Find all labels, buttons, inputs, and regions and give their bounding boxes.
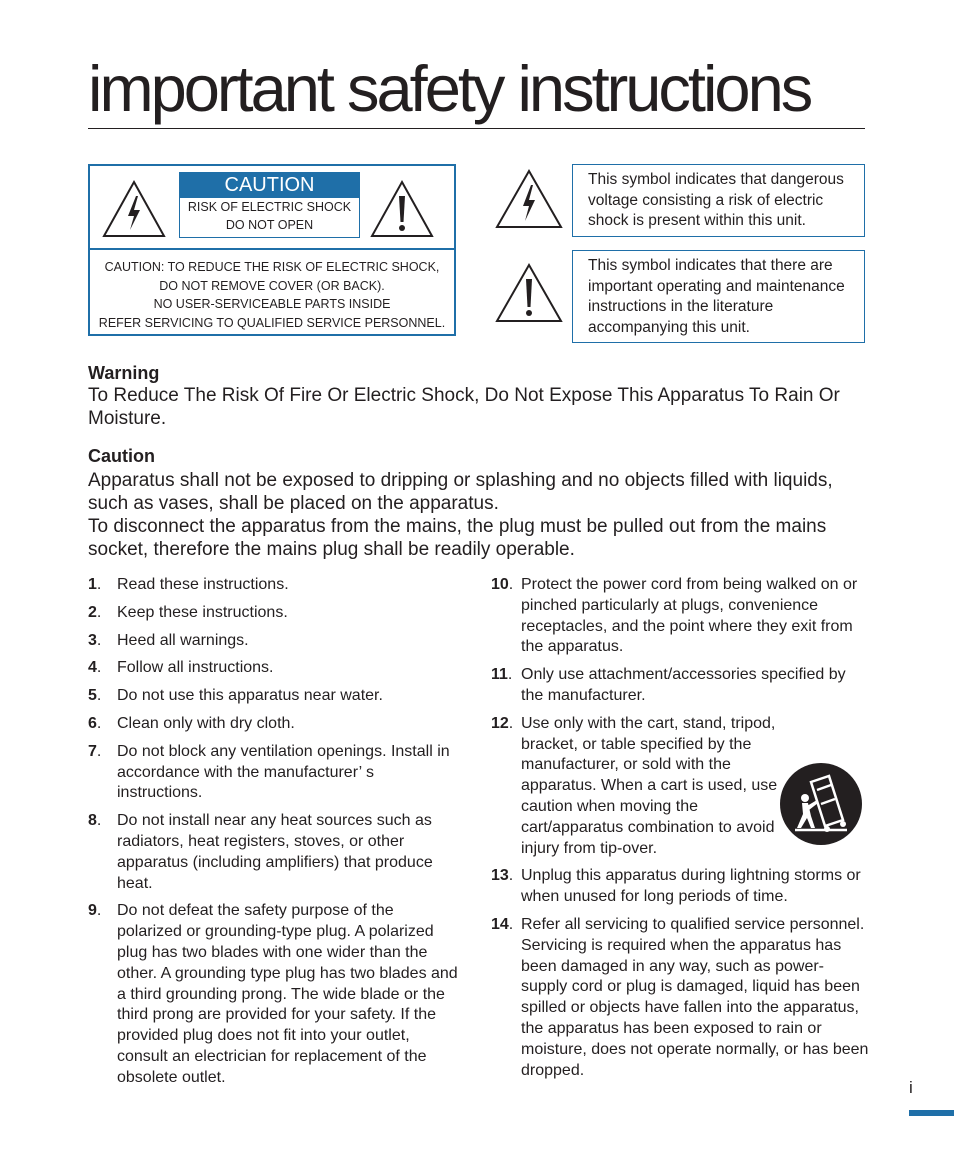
- item-number: 4: [88, 659, 97, 677]
- caution-body: To disconnect the apparatus from the mains, the plug must be pulled out from the mains socket, therefore the mains plug shall be readily operable.: [88, 516, 827, 560]
- item-number: 6: [88, 714, 97, 732]
- page-accent-bar: [909, 1110, 954, 1116]
- item-number: 1: [88, 576, 97, 593]
- warning-heading: Warning: [88, 363, 160, 383]
- item-number: 10: [491, 576, 509, 593]
- item-number: 12: [491, 714, 509, 732]
- list-item: 11. Only use attachment/accessories specified by the manufacturer.: [491, 665, 869, 707]
- symbol-explanation: This symbol indicates that dangerous voltage consisting a risk of electric shock is present within this unit.: [572, 164, 865, 237]
- caution-heading: Caution: [88, 446, 155, 466]
- item-number: 13: [491, 867, 509, 885]
- item-number: 14: [491, 915, 509, 933]
- item-text: Clean only with dry cloth.: [117, 714, 295, 732]
- exclamation-triangle-icon: [368, 178, 436, 240]
- list-item: 5. Do not use this apparatus near water.: [88, 686, 468, 707]
- item-text: Do not block any ventilation openings. Install in accordance with the manufacturer’ s instructions.: [117, 742, 450, 802]
- item-text: Protect the power cord from being walked on or pinched particularly at plugs, convenience receptacles, and the point where they exit from the apparatus.: [521, 576, 858, 656]
- caution-label: [179, 172, 360, 238]
- list-item: 2. Keep these instructions.: [88, 603, 468, 624]
- item-text: Do not install near any heat sources such as radiators, heat registers, stoves, or other apparatus (including amplifiers) that produce heat.: [117, 812, 433, 892]
- lightning-triangle-icon: [494, 168, 564, 230]
- panel-warning-line: NO USER-SERVICEABLE PARTS INSIDE: [153, 297, 391, 311]
- cart-tip-over-warning-icon: [777, 760, 865, 848]
- list-item: 6. Clean only with dry cloth.: [88, 714, 468, 735]
- list-item: 1. Read these instructions.: [88, 575, 468, 596]
- item-number: 5: [88, 687, 97, 705]
- item-number: 9: [88, 902, 97, 920]
- panel-warning-text: [90, 258, 454, 332]
- list-item: 14. Refer all servicing to qualified service personnel. Servicing is required when the apparatus has been damaged in any way, such as power-supply cord or plug is damaged, liquid has been spilled or objects have fallen into the apparatus, the apparatus has been exposed to rain or moisture, does not operate normally, or has been dropped.: [491, 915, 869, 1081]
- page-number: i: [909, 1078, 913, 1097]
- item-number: 3: [88, 631, 97, 649]
- instruction-list-left: [88, 575, 468, 1089]
- panel-warning-line: REFER SERVICING TO QUALIFIED SERVICE PERSONNEL.: [98, 315, 446, 330]
- list-item: 7. Do not block any ventilation openings. Install in accordance with the manufacturer’ s instructions.: [88, 742, 468, 804]
- item-text: Do not defeat the safety purpose of the polarized or grounding-type plug. A polarized plug has two blades with one wider than the other. A grounding type plug has two blades and a third grounding prong. The wide blade or the third prong are provided for your safety. If the provided plug does not fit into your outlet, consult an electrician for replacement of the obsolete outlet.: [117, 902, 458, 1086]
- page-title: important safety instructions: [88, 50, 865, 129]
- caution-body: Apparatus shall not be exposed to dripping or splashing and no objects filled with liquids, such as vases, shall be placed on the apparatus.: [88, 470, 833, 514]
- item-number: 11: [491, 666, 508, 684]
- caution-label-head: CAUTION: [180, 173, 359, 198]
- list-item: 12. Use only with the cart, stand, tripod, bracket, or table specified by the manufacturer, or sold with the apparatus. When a cart is used, use caution when moving the cart/apparatus combination to avoid injury from tip-over.: [491, 714, 869, 860]
- item-text: Keep these instructions.: [117, 603, 288, 621]
- list-item: 10. Protect the power cord from being walked on or pinched particularly at plugs, convenience receptacles, and the point where they exit from the apparatus.: [491, 575, 869, 658]
- list-item: 9. Do not defeat the safety purpose of the polarized or grounding-type plug. A polarized plug has two blades with one wider than the other. A grounding type plug has two blades and a third grounding prong. The wide blade or the third prong are provided for your safety. If the provided plug does not fit into your outlet, consult an electrician for replacement of the obsolete outlet.: [88, 901, 468, 1088]
- list-item: 3. Heed all warnings.: [88, 631, 468, 652]
- lightning-triangle-icon: [100, 178, 168, 240]
- item-text: Read these instructions.: [117, 576, 289, 593]
- symbol-explanation: This symbol indicates that there are important operating and maintenance instructions in the literature accompanying this unit.: [572, 250, 865, 343]
- panel-warning-line: DO NOT REMOVE COVER (OR BACK).: [159, 278, 385, 293]
- list-item: 4. Follow all instructions.: [88, 658, 468, 679]
- item-text: Heed all warnings.: [117, 631, 249, 649]
- panel-divider: [90, 248, 454, 250]
- list-item: 13. Unplug this apparatus during lightning storms or when unused for long periods of time.: [491, 866, 869, 908]
- item-number: 8: [88, 812, 97, 830]
- exclamation-triangle-icon: [494, 262, 564, 324]
- item-number: 2: [88, 603, 97, 621]
- item-text: Refer all servicing to qualified service personnel. Servicing is required when the apparatus has been damaged in any way, such as power-supply cord or plug is damaged, liquid has been spilled or objects have fallen into the apparatus, the apparatus has been exposed to rain or moisture, does not operate normally, or has been dropped.: [521, 915, 869, 1079]
- item-text: Follow all instructions.: [117, 659, 274, 677]
- item-number: 7: [88, 742, 97, 760]
- warning-body: To Reduce The Risk Of Fire Or Electric Shock, Do Not Expose This Apparatus To Rain Or Moisture.: [88, 385, 840, 429]
- panel-warning-line: CAUTION: TO REDUCE THE RISK OF ELECTRIC SHOCK,: [104, 260, 440, 274]
- caution-label-line: DO NOT OPEN: [225, 218, 314, 232]
- item-text: Do not use this apparatus near water.: [117, 687, 383, 705]
- list-item: 8. Do not install near any heat sources such as radiators, heat registers, stoves, or other apparatus (including amplifiers) that produce heat.: [88, 811, 468, 894]
- caution-label-panel: [88, 164, 456, 336]
- item-text: Only use attachment/accessories specified by the manufacturer.: [521, 666, 846, 704]
- caution-label-line: RISK OF ELECTRIC SHOCK: [187, 200, 352, 214]
- item-text: Use only with the cart, stand, tripod, bracket, or table specified by the manufacturer, or sold with the apparatus. When a cart is used, use caution when moving the cart/apparatus combination to avoid injury from tip-over.: [521, 714, 778, 857]
- item-text: Unplug this apparatus during lightning storms or when unused for long periods of time.: [521, 867, 861, 906]
